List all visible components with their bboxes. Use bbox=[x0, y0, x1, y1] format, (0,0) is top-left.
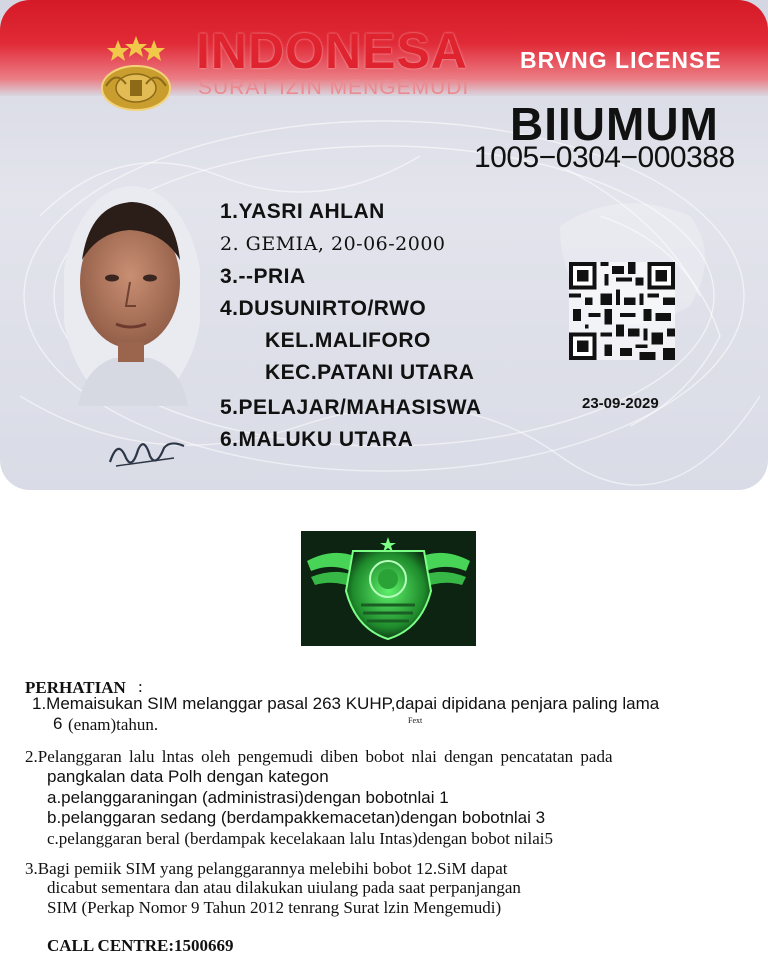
note-1-line-2: (enam)tahun. bbox=[68, 715, 159, 734]
note-1-number: 6 bbox=[53, 714, 63, 733]
expiry-date: 23-09-2029 bbox=[582, 395, 659, 412]
notes-heading: PERHATIAN bbox=[25, 678, 126, 697]
card-country-title: INDONESA bbox=[196, 23, 468, 79]
note-3-line-2: dicabut sementara dan atau dilakukan uiulang pada saat perpanjangan bbox=[47, 878, 521, 897]
card-subtitle: SURAT IZIN MENGEMUDI bbox=[198, 76, 470, 99]
fext-mark: Fext bbox=[408, 716, 423, 725]
field-name: 1.YASRI AHLAN bbox=[220, 200, 385, 223]
hologram-emblem bbox=[301, 531, 476, 646]
holder-signature bbox=[104, 428, 190, 474]
note-3-line-3: SIM (Perkap Nomor 9 Tahun 2012 tenrang Surat lzin Mengemudi) bbox=[47, 898, 502, 917]
call-centre: CALL CENTRE:1500669 bbox=[47, 936, 234, 955]
police-emblem-icon bbox=[88, 34, 184, 114]
note-2-b: b.pelanggaran sedang (berdampakkemacetan)dengan bobotnlai 3 bbox=[47, 808, 546, 827]
note-1-line-1: 1.Memaisukan SIM melanggar pasal 263 KUHP,dapai dipidana penjara paling lama bbox=[32, 694, 660, 713]
sim-number: 1005−0304−000388 bbox=[474, 141, 735, 174]
holder-photo bbox=[64, 178, 200, 410]
note-2-c: c.pelanggaran beral (berdampak kecelakaan lalu Intas)dengan bobot nilai5 bbox=[47, 829, 553, 848]
sim-class: BIIUMUM bbox=[510, 98, 719, 150]
card-license-label: BRVNG LICENSE bbox=[520, 47, 722, 73]
field-gender: 3.--PRIA bbox=[220, 265, 306, 288]
field-address-kelurahan: KEL.MALIFORO bbox=[265, 329, 431, 352]
field-occupation: 5.PELAJAR/MAHASISWA bbox=[220, 396, 482, 419]
note-2-a: a.pelanggaraningan (administrasi)dengan bobotnlai 1 bbox=[47, 788, 449, 807]
qr-code-icon bbox=[568, 262, 676, 360]
field-province: 6.MALUKU UTARA bbox=[220, 428, 414, 451]
note-2-line-2: pangkalan data Polh dengan kategon bbox=[47, 767, 329, 786]
field-address: 4.DUSUNIRTO/RWO bbox=[220, 297, 427, 320]
note-2-line-1: 2.Pelanggaran lalu lntas oleh pengemudi diben bobot nlai dengan pencatatan pada bbox=[25, 747, 613, 766]
field-birth: 2. GEMIA, 20-06-2000 bbox=[220, 233, 446, 255]
notes-heading-colon: : bbox=[138, 677, 143, 696]
field-address-kecamatan: KEC.PATANI UTARA bbox=[265, 361, 475, 384]
note-3-line-1: 3.Bagi pemiik SIM yang pelanggarannya melebihi bobot 12.SiM dapat bbox=[25, 859, 508, 878]
